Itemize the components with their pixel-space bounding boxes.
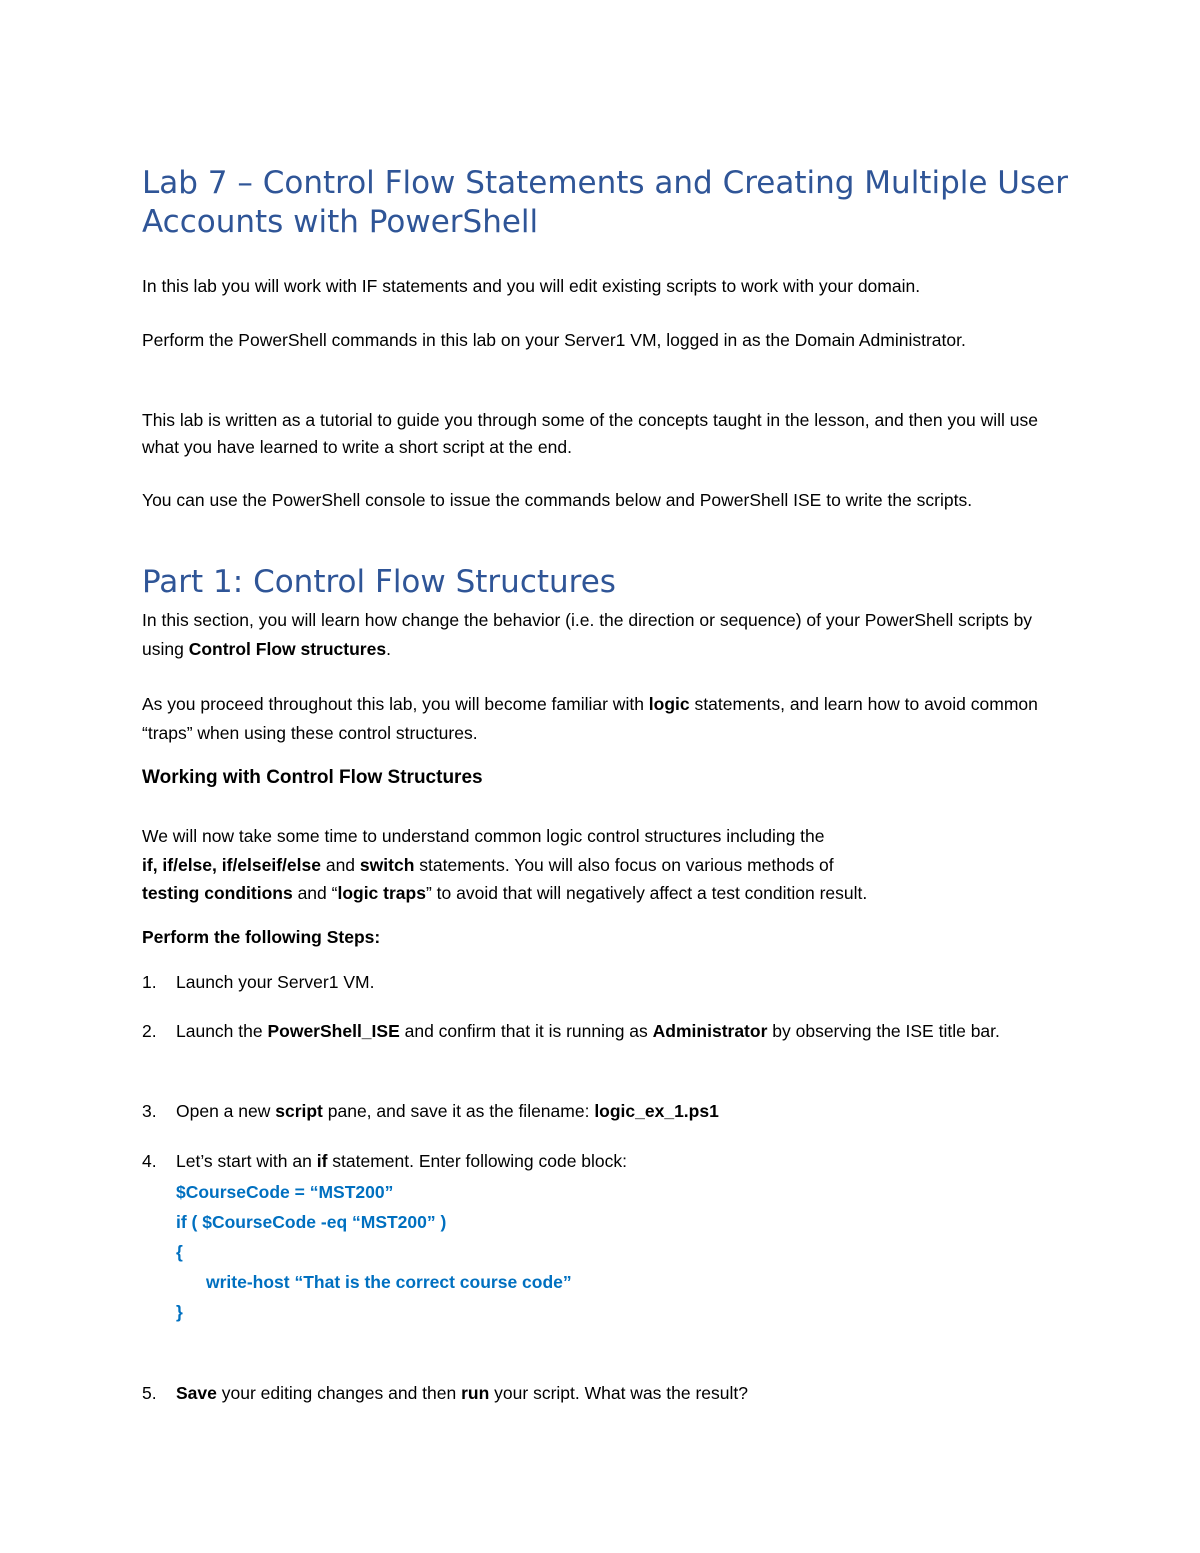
code-line-4: write-host “That is the correct course code”: [206, 1272, 572, 1292]
p3-line-1: We will now take some time to understand common logic control structures including the: [142, 826, 825, 846]
step-1: [142, 968, 1062, 997]
step-2: [142, 1017, 1062, 1046]
p3-line-3: testing conditions and “logic traps” to avoid that will negatively affect a test condition result.: [142, 883, 868, 903]
document-title: Lab 7 – Control Flow Statements and Creating Multiple User Accounts with PowerShell: [142, 165, 1068, 240]
step-1-number: 1.: [142, 972, 157, 992]
code-line-5: }: [176, 1302, 183, 1322]
step-2-text: Launch the PowerShell_ISE and confirm that it is running as Administrator by observing the ISE title bar.: [176, 1021, 1000, 1041]
intro-paragraph-3: This lab is written as a tutorial to guide you through some of the concepts taught in the lesson, and then you will use what you have learned to write a short script at the end.: [142, 410, 1038, 457]
intro-paragraph-1: In this lab you will work with IF statements and you will edit existing scripts to work with your domain.: [142, 276, 921, 296]
part1-paragraph-3: [142, 822, 1062, 908]
part1-heading: Part 1: Control Flow Structures: [142, 564, 616, 600]
working-with-control-flow-heading: Working with Control Flow Structures: [142, 767, 483, 788]
p3-line-2: if, if/else, if/elseif/else and switch statements. You will also focus on various methods of: [142, 854, 834, 875]
intro-paragraph-2: Perform the PowerShell commands in this lab on your Server1 VM, logged in as the Domain Administrator.: [142, 330, 966, 350]
intro-paragraph-4: You can use the PowerShell console to issue the commands below and PowerShell ISE to write the scripts.: [142, 490, 973, 510]
step-4: [142, 1147, 1062, 1176]
step-5-number: 5.: [142, 1383, 157, 1403]
step-3-text: Open a new script pane, and save it as the filename: logic_ex_1.ps1: [176, 1101, 719, 1121]
step-4-text: Let’s start with an if statement. Enter following code block:: [176, 1151, 628, 1171]
step-2-number: 2.: [142, 1021, 157, 1041]
steps-label: Perform the following Steps:: [142, 927, 381, 947]
code-line-2: if ( $CourseCode -eq “MST200” ): [176, 1212, 447, 1232]
step-3: [142, 1097, 1062, 1126]
step-1-text: Launch your Server1 VM.: [176, 972, 375, 992]
part1-paragraph-2: As you proceed throughout this lab, you will become familiar with logic statements, and learn how to avoid common “traps” when using these control structures.: [142, 694, 1038, 743]
code-line-3: {: [176, 1242, 183, 1262]
step-3-number: 3.: [142, 1101, 157, 1121]
code-line-1: $CourseCode = “MST200”: [176, 1182, 394, 1202]
step-5-text: Save your editing changes and then run your script. What was the result?: [176, 1383, 749, 1403]
step-5: [142, 1379, 1062, 1408]
step-4-number: 4.: [142, 1151, 157, 1171]
part1-paragraph-1: In this section, you will learn how change the behavior (i.e. the direction or sequence) of your PowerShell scripts by using Control Flow structures.: [142, 610, 1033, 659]
